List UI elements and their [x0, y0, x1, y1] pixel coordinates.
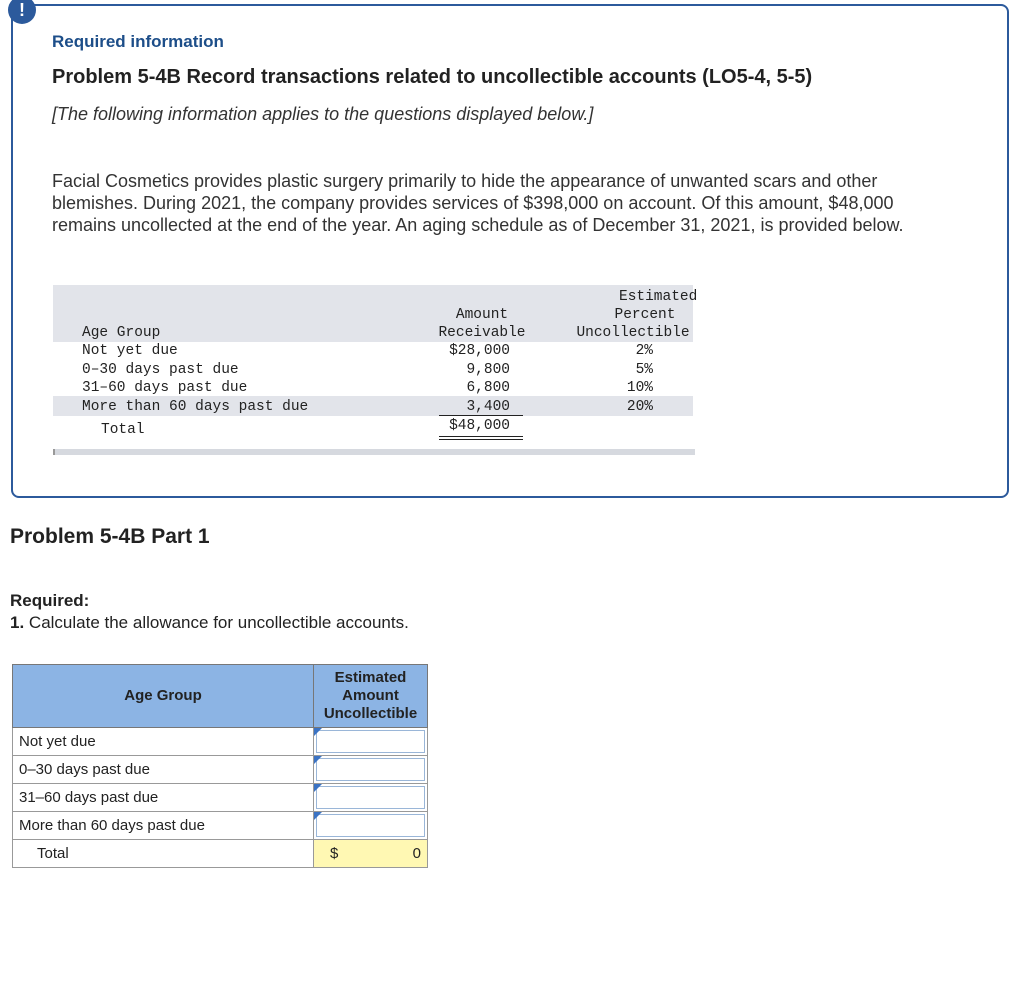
answer-marker-icon [314, 784, 322, 792]
row-percent: 2% [635, 343, 653, 359]
part-title: Problem 5-4B Part 1 [10, 525, 210, 548]
scenario-text: Facial Cosmetics provides plastic surgery primarily to hide the appearance of unwanted scars and other blemishes. During 2021, the company provides services of $398,000 on account. Of this amount, $48,000 remains uncollected at the end of the year. An aging schedule as of December 31, 2021, is provided below. [52, 171, 904, 235]
answer-marker-icon [314, 756, 322, 764]
total-row [13, 840, 428, 868]
header-estimated: Estimated [619, 289, 698, 305]
row-label: 0–30 days past due [13, 756, 314, 784]
table-row [13, 784, 428, 812]
row-percent: 5% [635, 362, 653, 378]
row-group: 0–30 days past due [82, 362, 239, 378]
header-percent: Percent [614, 307, 676, 323]
table-row [13, 812, 428, 840]
total-value: 0 [412, 845, 421, 862]
total-amount: $48,000 [449, 418, 510, 434]
header-uncollectible: Uncollectible [576, 325, 690, 341]
estimated-amount-not-yet-due-input[interactable] [314, 728, 428, 756]
row-percent: 20% [626, 399, 653, 415]
row-group: More than 60 days past due [82, 399, 309, 415]
estimated-amount-over-60-input[interactable] [314, 812, 428, 840]
row-label: 31–60 days past due [13, 784, 314, 812]
total-estimated-amount [314, 840, 428, 868]
total-label: Total [13, 840, 314, 868]
table-row [13, 756, 428, 784]
column-header-estimated-amount [314, 665, 428, 728]
header-estimated: Estimated [334, 669, 407, 686]
required-number: 1. [10, 613, 25, 632]
aging-schedule-table [53, 281, 698, 457]
answer-table [12, 664, 428, 868]
estimated-amount-0-30-input[interactable] [314, 756, 428, 784]
answer-marker-icon [314, 728, 322, 736]
required-text: Calculate the allowance for uncollectible accounts. [24, 613, 409, 632]
table-bottom-bar [53, 449, 695, 455]
total-double-rule [439, 439, 523, 440]
applies-note: [The following information applies to the questions displayed below.] [52, 104, 594, 124]
row-percent: 10% [626, 380, 653, 396]
row-group: Not yet due [82, 343, 178, 359]
answer-marker-icon [314, 812, 322, 820]
total-double-rule [439, 436, 523, 437]
header-age-group: Age Group [82, 325, 161, 341]
estimated-amount-31-60-input[interactable] [314, 784, 428, 812]
total-label: Total [101, 422, 145, 438]
input-field[interactable] [316, 758, 425, 781]
input-field[interactable] [316, 814, 425, 837]
header-receivable: Receivable [438, 325, 526, 341]
input-field[interactable] [316, 730, 425, 753]
required-info-heading: Required information [52, 32, 224, 51]
column-header-age-group: Age Group [13, 665, 314, 728]
input-field[interactable] [316, 786, 425, 809]
currency-symbol: $ [330, 845, 339, 862]
header-uncollectible: Uncollectible [323, 705, 418, 722]
row-amount: 6,800 [466, 380, 510, 396]
table-row [13, 728, 428, 756]
problem-title: Problem 5-4B Record transactions related to uncollectible accounts (LO5-4, 5-5) [52, 66, 813, 88]
row-amount: 3,400 [466, 399, 510, 415]
header-amount: Amount [342, 687, 399, 704]
row-group: 31–60 days past due [82, 380, 248, 396]
row-label: Not yet due [13, 728, 314, 756]
subtotal-rule [439, 415, 523, 416]
row-amount: 9,800 [466, 362, 510, 378]
required-label: Required: [10, 591, 90, 610]
alert-icon: ! [8, 0, 36, 24]
required-instruction [10, 613, 409, 633]
row-label: More than 60 days past due [13, 812, 314, 840]
header-amount: Amount [455, 307, 509, 323]
row-amount: $28,000 [449, 343, 510, 359]
